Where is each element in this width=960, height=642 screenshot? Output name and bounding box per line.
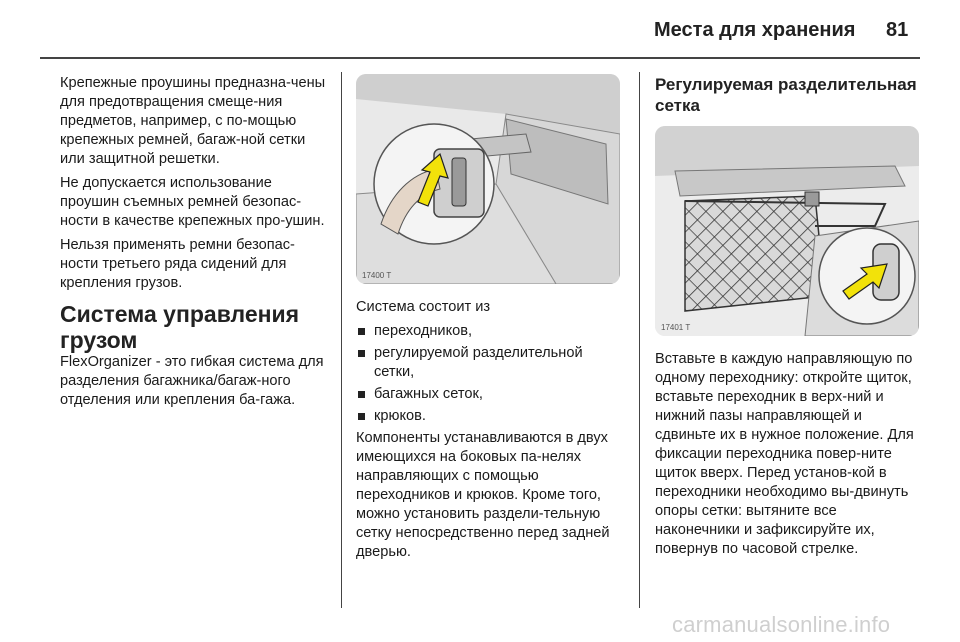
illustration-cargo-rail [356,74,620,284]
column-1 [60,74,326,415]
list-item: регулируемой разделительной сетки, [356,344,622,382]
components-list [356,322,622,426]
paragraph-flexorganizer: FlexOrganizer - это гибкая система для разделения багажника/багаж-ного отделения или крепления ба-гажа. [60,354,324,408]
figure-adapter-rail [356,74,620,284]
column-2 [356,74,622,567]
list-item: переходников, [356,322,622,341]
paragraph-lashing-eyes: Крепежные проушины предназна-чены для предотвращения смеще-ния предметов, например, с по-мощью крепежных ремней, багаж-ной сетки или защитной решетки. [60,75,326,167]
page-title: Места для хранения [654,19,856,41]
page-number: 81 [886,19,909,41]
figure-code: 17400 T [362,271,392,280]
paragraph-install-net: Вставьте в каждую направляющую по одному переходнику: откройте щиток, вставьте переходник в верх-ний и нижний пазы направляющей и сдвиньте их в нужное положение. Для фиксации переходника повер-ните щиток вверх. Перед установ-кой в переходники необходимо вы-двинуть опоры сетки: вытяните все наконечники и зафиксируйте их, повернув по часовой стрелке. [655,351,914,557]
column-divider-1 [341,72,342,608]
section-title-partition-net: Регулируемая разделительная сетка [655,75,917,115]
list-item: багажных сеток, [356,385,622,404]
column-divider-2 [639,72,640,608]
list-item: крюков. [356,407,622,426]
column-3 [655,74,921,564]
paragraph-third-row-belts: Нельзя применять ремни безопас-ности третьего ряда сидений для крепления грузов. [60,237,295,291]
system-intro: Система состоит из [356,299,491,315]
illustration-partition-net [655,126,919,336]
figure-partition-net [655,126,919,336]
footer-watermark[interactable]: carmanualsonline.info [672,612,891,637]
figure-code: 17401 T [661,323,691,332]
section-title-load-management: Система управления грузом [60,301,300,353]
header-divider [40,57,920,59]
paragraph-components: Компоненты устанавливаются в двух имеющихся на боковых па-нелях направляющих с помощью переходников и крюков. Кроме того, можно установить раздели-тельную сетку непосредственно перед задней дверью. [356,430,610,560]
paragraph-seat-belt-eyes: Не допускается использование проушин съемных ремней безопас-ности в качестве крепежных про-ушин. [60,175,325,229]
